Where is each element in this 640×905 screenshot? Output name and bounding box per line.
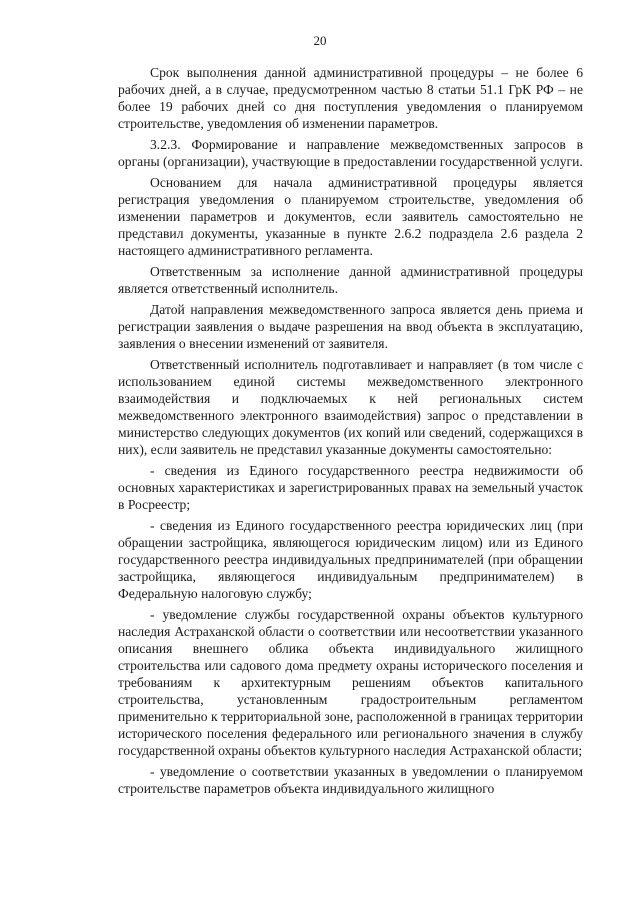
document-body: [118, 64, 583, 801]
list-item-tax-service: - сведения из Единого государственного реестра юридических лиц (при обращении застройщика, являющегося юридическим лицом) или из Единого государственного реестра индивидуальных предпринимателей (при обращении застройщика, являющегося индивидуальным предпринимателем) в Федеральную налоговую службу;: [118, 518, 583, 601]
paragraph-basis: Основанием для начала административной процедуры является регистрация уведомления о планируемом строительстве, уведомления об изменении параметров и документов, если заявитель самостоятельно не представил документы, указанные в пункте 2.6.2 подраздела 2.6 раздела 2 настоящего административного регламента.: [118, 175, 583, 258]
page-number: 20: [313, 33, 327, 48]
list-item-compliance-notice: - уведомление о соответствии указанных в уведомлении о планируемом строительстве параметров объекта индивидуального жилищного: [118, 764, 583, 796]
paragraph-responsible: Ответственным за исполнение данной административной процедуры является ответственный исполнитель.: [118, 264, 583, 296]
paragraph-deadline: Срок выполнения данной административной процедуры – не более 6 рабочих дней, а в случае, предусмотренном частью 8 статьи 51.1 ГрК РФ – не более 19 рабочих дней со дня поступления уведомления о планируемом строительстве, уведомления об изменении параметров.: [118, 65, 583, 131]
paragraph-request-date: Датой направления межведомственного запроса является день приема и регистрации заявления о выдаче разрешения на ввод объекта в эксплуатацию, заявления о внесении изменений от заявителя.: [118, 302, 583, 351]
paragraph-section-heading: 3.2.3. Формирование и направление межведомственных запросов в органы (организации), участвующие в предоставлении государственной услуги.: [118, 137, 583, 169]
list-item-rosreestr: - сведения из Единого государственного реестра недвижимости об основных характеристиках и зарегистрированных правах на земельный участок в Росреестр;: [118, 463, 583, 512]
list-item-heritage-service: - уведомление службы государственной охраны объектов культурного наследия Астраханской области о соответствии или несоответствии указанного описания внешнего облика объекта индивидуального жилищного строительства или садового дома предмету охраны исторического поселения и требованиям к архитектурным решениям объектов капитального строительства, установленным градостроительным регламентом применительно к территориальной зоне, расположенной в границах территории исторического поселения федерального или регионального значения в службу государственной охраны объектов культурного наследия Астраханской области;: [118, 607, 583, 758]
paragraph-request-preparation: Ответственный исполнитель подготавливает и направляет (в том числе с использованием единой системы межведомственного электронного взаимодействия и подключаемых к ней региональных систем межведомственного электронного взаимодействия) запрос о представлении в министерство следующих документов (их копий или сведений, содержащихся в них), если заявитель не представил указанные документы самостоятельно:: [118, 357, 583, 457]
